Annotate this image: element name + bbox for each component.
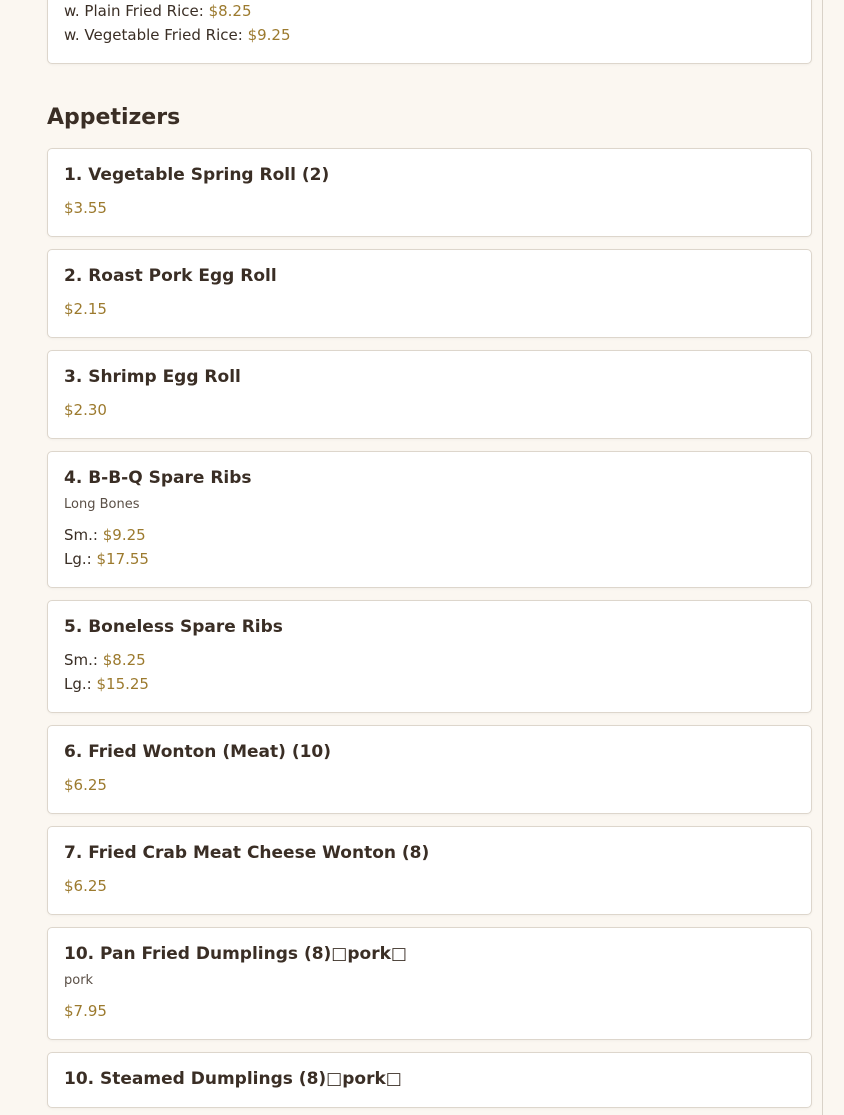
price-option [64, 547, 795, 571]
price-value: $8.25 [102, 651, 146, 669]
price-option [64, 999, 795, 1023]
price-value: $6.25 [64, 776, 107, 794]
price-value: $9.25 [247, 26, 291, 44]
price-option [64, 874, 795, 898]
price-option [64, 648, 795, 672]
menu-item-card[interactable] [47, 148, 812, 237]
price-value: $3.55 [64, 199, 107, 217]
menu-item-name: 10. Steamed Dumplings (8)□pork□ [64, 1069, 402, 1089]
menu-item-name: 5. Boneless Spare Ribs [64, 617, 283, 637]
price-value: $2.15 [64, 300, 107, 318]
price-option [64, 398, 795, 422]
menu-item-card-previous[interactable] [47, 0, 812, 64]
menu-item-card[interactable] [47, 451, 812, 588]
price-option-label: Sm.: [64, 651, 98, 669]
price-value: $15.25 [96, 675, 149, 693]
menu-item-description: pork [64, 973, 94, 988]
price-option-label: w. Plain Fried Rice: [64, 2, 204, 20]
menu-item-card[interactable] [47, 350, 812, 439]
menu-item-name: 3. Shrimp Egg Roll [64, 367, 241, 387]
price-option-label: w. Vegetable Fried Rice: [64, 26, 243, 44]
menu-item-card[interactable] [47, 826, 812, 915]
menu-item-name: 7. Fried Crab Meat Cheese Wonton (8) [64, 843, 430, 863]
price-value: $9.25 [102, 526, 146, 544]
price-option-label: Sm.: [64, 526, 98, 544]
section-title: Appetizers [47, 105, 181, 130]
price-option [64, 0, 795, 23]
menu-item-card[interactable] [47, 1052, 812, 1108]
price-option [64, 523, 795, 547]
menu-item-card[interactable] [47, 927, 812, 1040]
menu-item-card[interactable] [47, 600, 812, 713]
menu-item-name: 1. Vegetable Spring Roll (2) [64, 165, 330, 185]
price-option-label: Lg.: [64, 550, 92, 568]
menu-item-name: 10. Pan Fried Dumplings (8)□pork□ [64, 944, 407, 964]
price-value: $2.30 [64, 401, 107, 419]
menu-item-name: 4. B-B-Q Spare Ribs [64, 468, 252, 488]
price-option [64, 773, 795, 797]
menu-content [47, 0, 812, 1115]
price-option [64, 672, 795, 696]
scrollbar-edge [822, 0, 823, 1115]
menu-item-card[interactable] [47, 249, 812, 338]
price-option [64, 297, 795, 321]
menu-item-name: 2. Roast Pork Egg Roll [64, 266, 277, 286]
price-value: $6.25 [64, 877, 107, 895]
menu-item-card[interactable] [47, 725, 812, 814]
price-option [64, 196, 795, 220]
price-value: $17.55 [96, 550, 149, 568]
menu-item-name: 6. Fried Wonton (Meat) (10) [64, 742, 332, 762]
price-option-label: Lg.: [64, 675, 92, 693]
menu-item-list [47, 148, 812, 1108]
price-value: $7.95 [64, 1002, 107, 1020]
menu-item-description: Long Bones [64, 497, 140, 512]
price-value: $8.25 [208, 2, 252, 20]
price-option [64, 23, 795, 47]
